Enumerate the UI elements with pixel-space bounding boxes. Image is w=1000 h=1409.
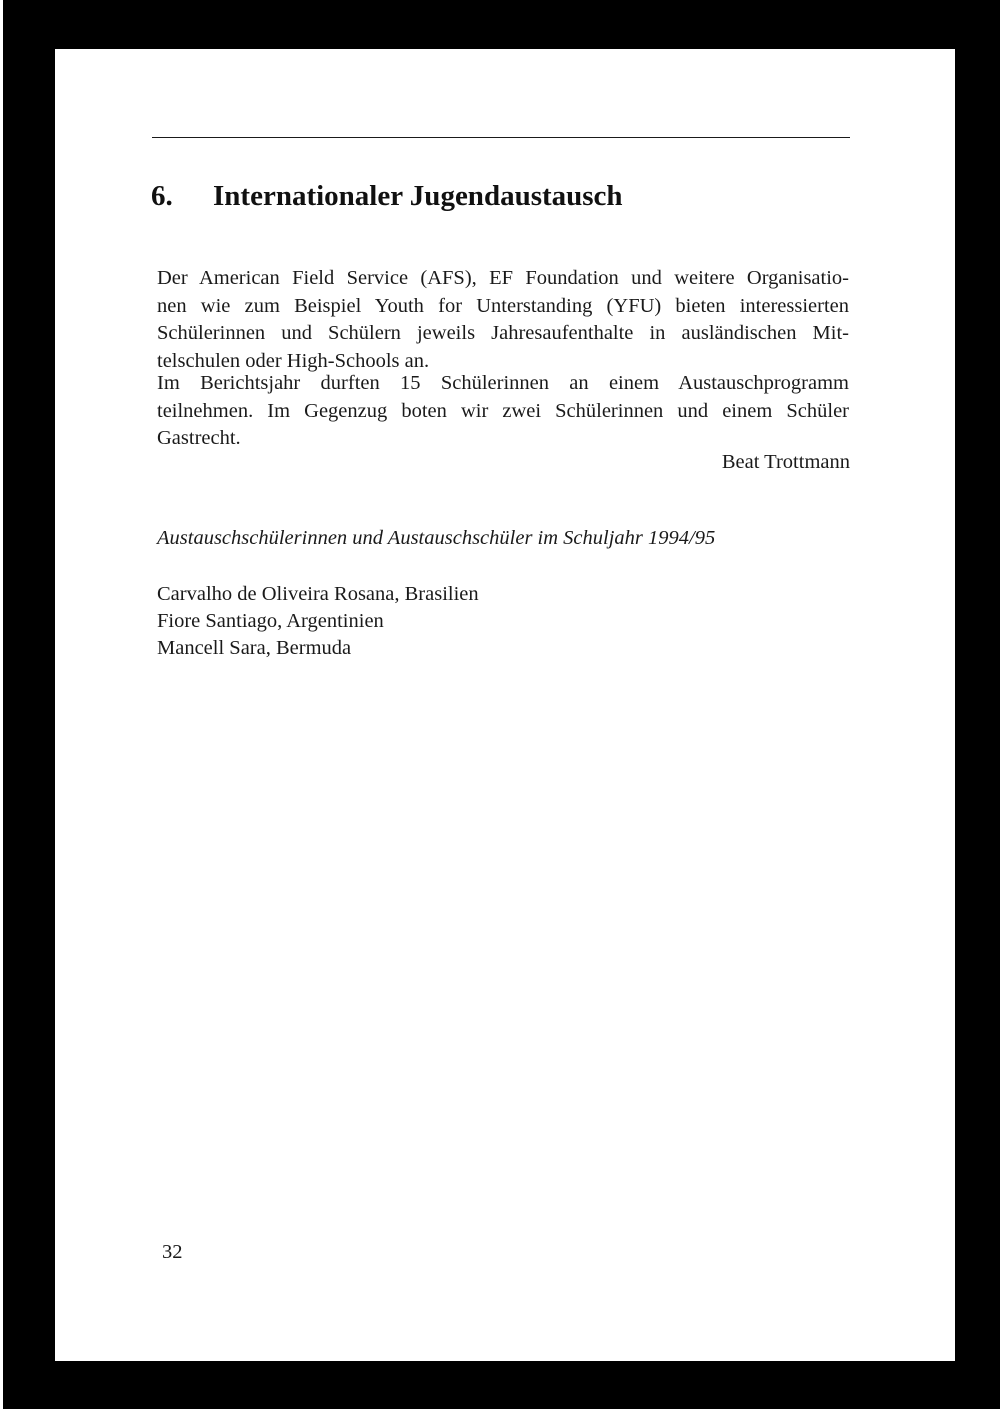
section-title: Internationaler Jugendaustausch: [213, 180, 623, 212]
paragraph-line: teilnehmen. Im Gegenzug boten wir zwei Schülerinnen und einem Schüler: [157, 399, 849, 422]
paragraph-line: Der American Field Service (AFS), EF Foundation und weitere Organisatio-: [157, 267, 849, 289]
paragraph-line: nen wie zum Beispiel Youth for Unterstanding (YFU) bieten interessierten: [157, 294, 849, 317]
list-item: Fiore Santiago, Argentinien: [157, 610, 384, 632]
section-heading: [151, 180, 623, 213]
paragraph-line: Gastrecht.: [157, 427, 241, 449]
exchange-list-heading: Austauschschülerinnen und Austauschschüler im Schuljahr 1994/95: [157, 527, 716, 549]
student-list: [157, 581, 479, 662]
paragraph-line: telschulen oder High-Schools an.: [157, 349, 430, 372]
section-number: 6.: [151, 180, 173, 212]
author-signature: Beat Trottmann: [721, 451, 850, 473]
list-item: Mancell Sara, Bermuda: [157, 637, 352, 659]
document-page: [55, 49, 955, 1361]
page-number: 32: [162, 1241, 183, 1263]
paragraph-intro: [157, 265, 849, 375]
paragraph-report: [157, 370, 849, 453]
top-rule: [152, 137, 850, 138]
paragraph-line: Schülerinnen und Schülern jeweils Jahresaufenthalte in ausländischen Mit-: [157, 322, 849, 344]
paragraph-line: Im Berichtsjahr durften 15 Schülerinnen an einem Austauschprogramm: [157, 372, 849, 394]
list-item: Carvalho de Oliveira Rosana, Brasilien: [157, 583, 479, 605]
